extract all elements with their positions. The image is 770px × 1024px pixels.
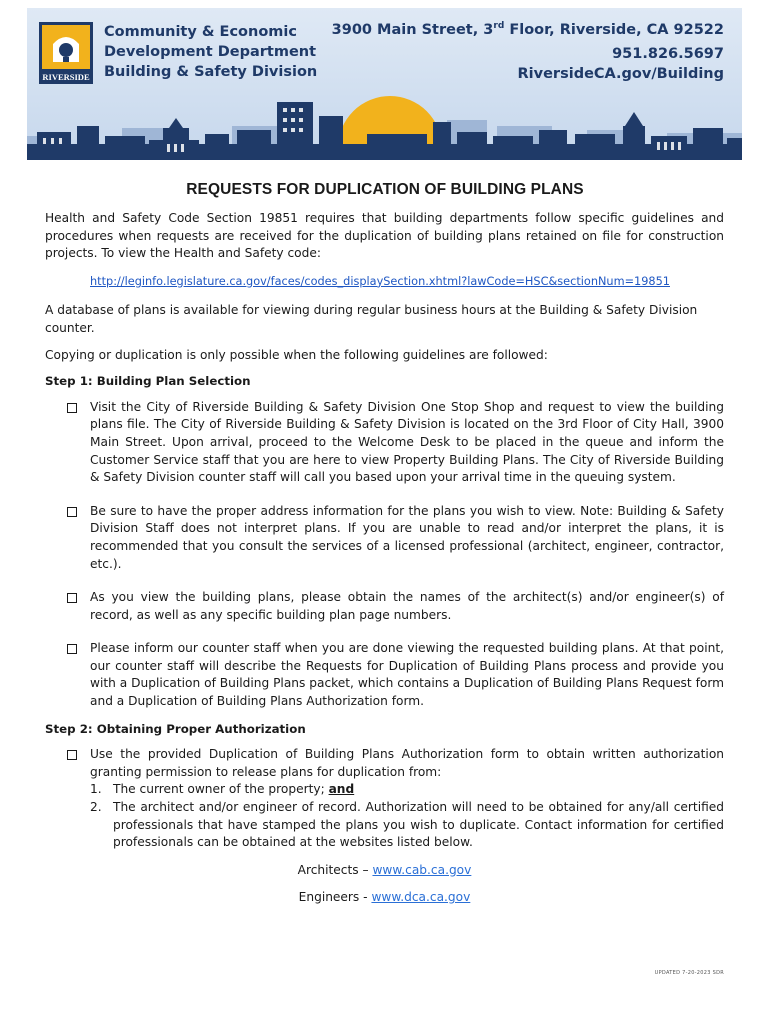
engineers-link[interactable]: www.dca.ca.gov: [371, 890, 471, 905]
department-line-3: Building & Safety Division: [104, 64, 318, 80]
step-2-heading: Step 2: Obtaining Proper Authorization: [45, 721, 306, 736]
city-seal-icon: [39, 22, 93, 84]
address: 3900 Main Street, 3rd Floor, Riverside, CA 92522: [331, 21, 724, 38]
website: RiversideCA.gov/Building: [517, 66, 724, 82]
step-1-item: Visit the City of Riverside Building & Safety Division One Stop Shop and request to view the building plans file. The City of Riverside Building & Safety Division is located on the 3rd Floor of City Hall, 3900 Main Street. Upon arrival, proceed to the Welcome Desk to be placed in the queue and inform the Customer Service staff that you are here to view Property Building Plans. The City of Riverside Building & Safety Division counter staff will call you based upon your arrival time in the queuing system.: [67, 399, 724, 487]
code-link-line: [45, 273, 724, 291]
health-safety-code-link[interactable]: http://leginfo.legislature.ca.gov/faces/codes_displaySection.xhtml?lawCode=HSC&sectionNum=19851: [90, 274, 670, 288]
intro-paragraph: Health and Safety Code Section 19851 requires that building departments follow specific guidelines and procedures when requests are received for the duplication of building plans retained on file for construction projects. To view the Health and Safety code:: [45, 211, 724, 261]
checkbox-icon: [67, 593, 77, 603]
department-name: [104, 22, 317, 82]
step-1-heading: Step 1: Building Plan Selection: [45, 374, 251, 389]
engineers-line: Engineers - www.dca.ca.gov: [298, 890, 471, 905]
page-title: REQUESTS FOR DUPLICATION OF BUILDING PLANS: [186, 181, 584, 198]
department-line-2: Development Department: [104, 44, 317, 60]
phone: 951.826.5697: [612, 46, 724, 62]
checkbox-icon: [67, 403, 77, 413]
contact-info: [332, 20, 724, 84]
checkbox-icon: [67, 507, 77, 517]
authorization-list: [90, 781, 724, 851]
list-item: 2. The architect and/or engineer of record. Authorization will need to be obtained for any/all certified professionals that have stamped the plans you wish to duplicate. Contact information for certified professionals can be obtained at the websites listed below.: [90, 800, 724, 850]
checkbox-icon: [67, 644, 77, 654]
guidelines-paragraph: Copying or duplication is only possible when the following guidelines are followed:: [45, 347, 548, 362]
list-item: 1. The current owner of the property; and: [90, 782, 355, 797]
step-2-item: [67, 746, 724, 852]
updated-stamp: UPDATED 7-20-2023 SDR: [654, 970, 724, 976]
checkbox-icon: [67, 750, 77, 760]
header-banner: [27, 8, 742, 160]
step-1-item: As you view the building plans, please obtain the names of the architect(s) and/or engineer(s) of record, as well as any specific building plan page numbers.: [67, 589, 724, 624]
department-line-1: Community & Economic: [104, 24, 297, 40]
document-body: [45, 210, 724, 907]
architects-line: Architects – www.cab.ca.gov: [297, 862, 472, 877]
step-1-item: Be sure to have the proper address information for the plans you wish to view. Note: Building & Safety Division Staff does not interpret plans. If you are unable to read and/or interpret the plans, it is recommended that you consult the services of a licensed professional (architect, engineer, contractor, etc.).: [67, 503, 724, 573]
step-2-text: Use the provided Duplication of Building Plans Authorization form to obtain written authorization granting permission to release plans for duplication from:: [90, 747, 724, 779]
step-1-item: Please inform our counter staff when you are done viewing the requested building plans. At that point, our counter staff will describe the Requests for Duplication of Building Plans process and provide you with a Duplication of Building Plans packet, which contains a Duplication of Building Plans Request form and a Duplication of Building Plans Authorization form.: [67, 640, 724, 710]
seal-text: RIVERSIDE: [42, 72, 90, 82]
architects-link[interactable]: www.cab.ca.gov: [372, 862, 472, 877]
database-paragraph: A database of plans is available for viewing during regular business hours at the Building & Safety Division counter.: [45, 303, 698, 335]
